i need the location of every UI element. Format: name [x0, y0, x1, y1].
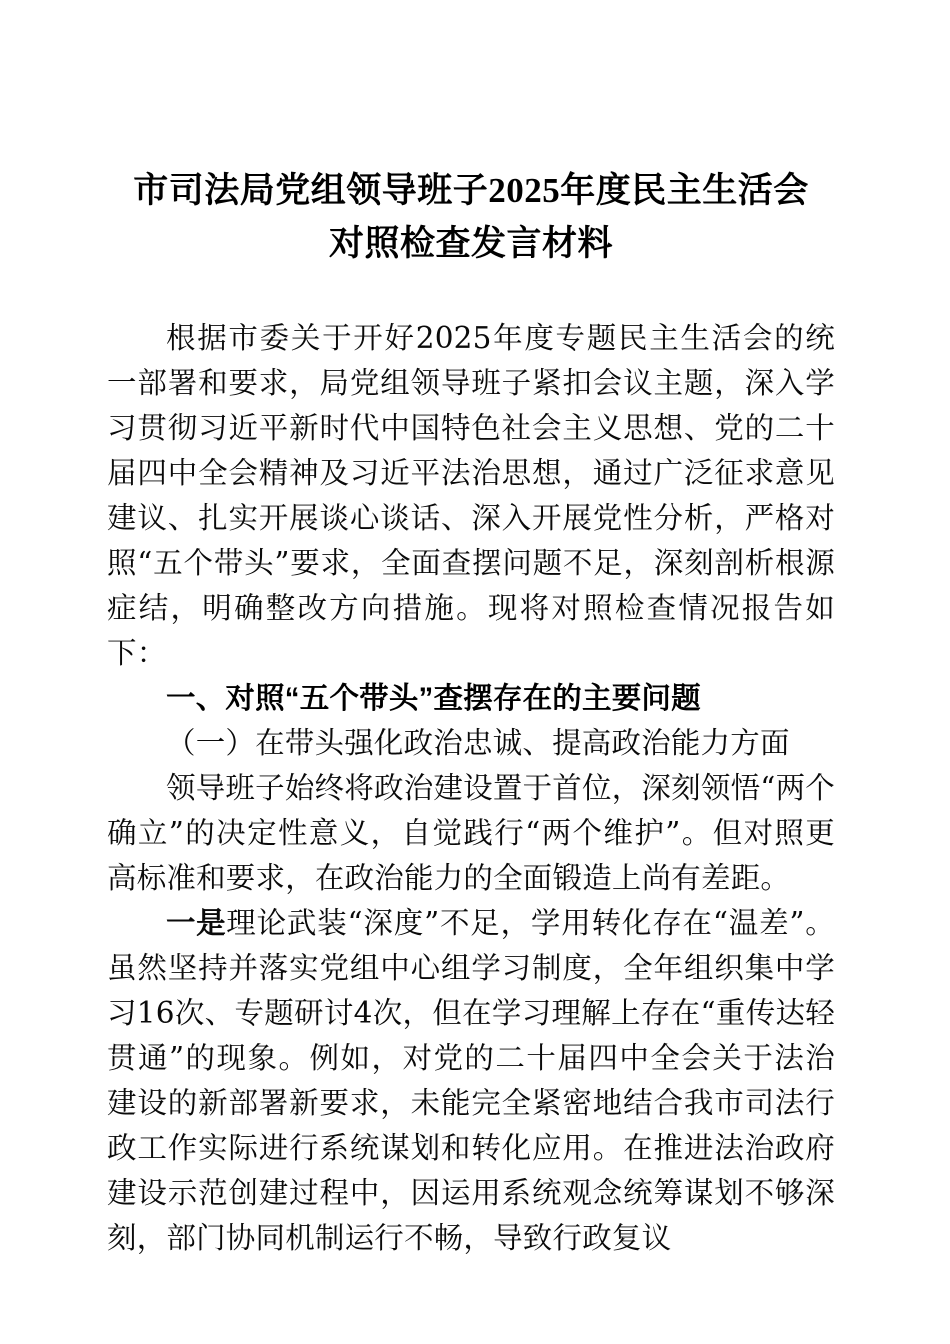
body-paragraph-item-one — [107, 901, 835, 1261]
section-heading-level-2: （一）在带头强化政治忠诚、提高政治能力方面 — [166, 726, 790, 760]
item-marker-one: 一是 — [166, 907, 227, 940]
page-title — [107, 0, 835, 270]
item-one-text: 理论武装“深度”不足，学用转化存在“温差”。虽然坚持并落实党组中心组学习制度，全年组织集中学习16次、专题研讨4次，但在学习理解上存在“重传达轻贯通”的现象。例如，对党的二十届四中全会关于法治建设的新部署新要求，未能完全紧密地结合我市司法行政工作实际进行系统谋划和转化应用。在推进法治政府建设示范创建过程中，因运用系统观念统筹谋划不够深刻，部门协同机制运行不畅，导致行政复议 — [107, 906, 835, 1255]
title-line-2: 对照检查发言材料 — [328, 224, 613, 263]
intro-paragraph: 根据市委关于开好2025年度专题民主生活会的统一部署和要求，局党组领导班子紧扣会议主题，深入学习贯彻习近平新时代中国特色社会主义思想、党的二十届四中全会精神及习近平法治思想，通过广泛征求意见建议、扎实开展谈心谈话、深入开展党性分析，严格对照“五个带头”要求，全面查摆问题不足，深刻剖析根源症结，明确整改方向措施。现将对照检查情况报告如下： — [107, 321, 835, 670]
section-heading-level-1: 一、对照“五个带头”查摆存在的主要问题 — [166, 682, 701, 715]
title-line-1: 市司法局党组领导班子2025年度民主生活会 — [133, 171, 809, 210]
document-content — [107, 0, 835, 1261]
body-paragraph-political-loyalty: 领导班子始终将政治建设置于首位，深刻领悟“两个确立”的决定性意义，自觉践行“两个维护”。但对照更高标准和要求，在政治能力的全面锻造上尚有差距。 — [107, 771, 835, 895]
